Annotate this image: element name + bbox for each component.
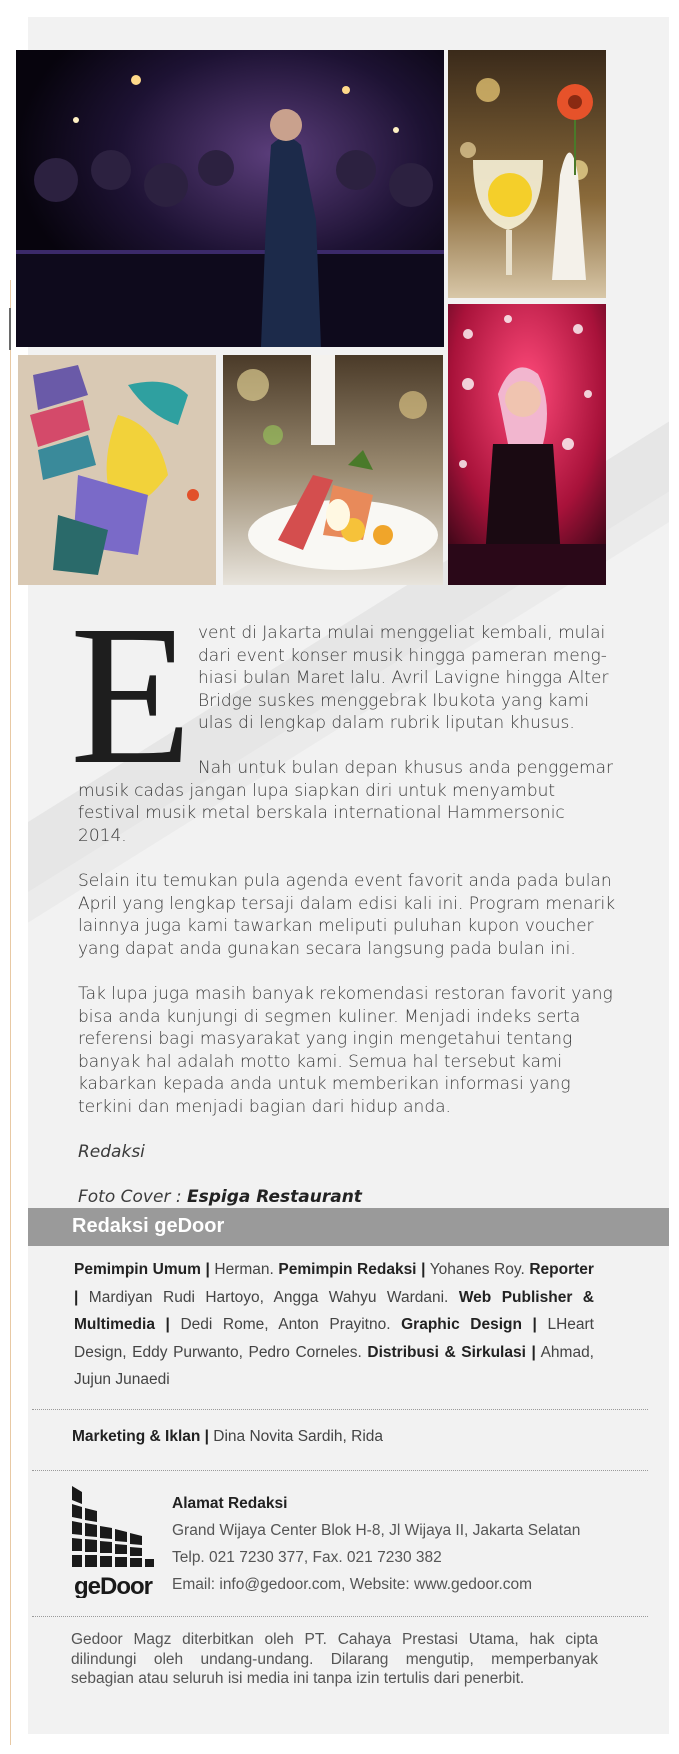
gedoor-logo	[70, 1486, 156, 1598]
margin-tick	[9, 308, 11, 350]
cover-label: Foto Cover :	[78, 1187, 187, 1208]
staff-names: Mardiyan Rudi Hartoyo, Angga Wahyu Wardani.	[78, 1288, 459, 1306]
photo-cocktail-glass	[448, 50, 606, 298]
address-title: Alamat Redaksi	[172, 1495, 288, 1512]
cover-name: Espiga Restaurant	[186, 1187, 362, 1208]
photo-tuna-dish	[223, 355, 443, 585]
paragraph: Tak lupa juga masih banyak rekomendasi restoran favorit yang bisa anda kunjungi di segmen kuliner. Menjadi indeks serta referensi bagi masyarakat yang ingin mengetahui tentang banyak hal adalah motto kami. Semua hal tersebut kami kabarkan kepada anda untuk memberikan informasi yang terkini dan menjadi bagian dari hidup anda.	[78, 983, 613, 1117]
staff-role: Pemimpin Redaksi |	[278, 1261, 426, 1278]
marketing-role: Marketing & Iklan |	[72, 1428, 209, 1445]
staff-names: Herman.	[209, 1261, 279, 1278]
masthead-title: Redaksi geDoor	[72, 1215, 225, 1237]
photo-singer-stage	[448, 304, 606, 585]
photo-concert-orchestra	[16, 50, 444, 347]
marketing-line	[72, 1428, 383, 1446]
paragraph: Selain itu temukan pula agenda event favorit anda pada bulan April yang lengkap tersaji dalam edisi kali ini. Program menarik lainnya juga kami tawarkan meliputi puluhan kupon voucher yang dapat anda gunakan secara langsung pada bulan ini.	[78, 870, 616, 959]
staff-names: Yohanes Roy.	[425, 1261, 530, 1278]
staff-names: Ahmad, Jujun Junaedi	[74, 1343, 594, 1388]
staff-role: Pemimpin Umum |	[74, 1261, 210, 1278]
margin-line	[10, 280, 11, 1745]
svg-text:geDoor: geDoor	[74, 1573, 152, 1598]
copyright-notice: Gedoor Magz diterbitkan oleh PT. Cahaya Prestasi Utama, hak cipta dilindungi oleh undang-undang. Dilarang mengutip, memperbanyak sebagian atau seluruh isi media ini tanpa izin tertulis dari penerbit.	[71, 1631, 598, 1687]
address-block	[172, 1490, 580, 1598]
phone-line: Telp. 021 7230 377, Fax. 021 7230 382	[172, 1549, 442, 1566]
photo-painting	[18, 355, 216, 585]
staff-names: LHeart Design, Eddy Purwanto, Pedro Corneles.	[74, 1316, 594, 1361]
staff-role: Web Publisher & Multimedia |	[74, 1288, 594, 1333]
editorial-body	[78, 622, 618, 1209]
signature: Redaksi	[78, 1142, 145, 1163]
staff-role: Graphic Design |	[401, 1316, 537, 1333]
staff-names: Dedi Rome, Anton Prayitno.	[169, 1316, 402, 1333]
address-line: Grand Wijaya Center Blok H-8, Jl Wijaya II, Jakarta Selatan	[172, 1522, 581, 1539]
svg-text:E: E	[69, 622, 193, 770]
cover-credit	[78, 1186, 618, 1209]
staff-list	[74, 1256, 594, 1394]
staff-role: Reporter |	[74, 1261, 594, 1306]
dotted-divider	[32, 1616, 648, 1617]
staff-role: Distribusi & Sirkulasi |	[367, 1343, 536, 1361]
paragraph: vent di Jakarta mulai menggeliat kembali, mulai dari event konser musik hingga pameran meng-hiasi bulan Maret lalu. Avril Lavigne hingga Alter Bridge suskes menggebrak Ibukota yang kami ulas di lengkap dalam rubrik liputan khusus.	[198, 623, 609, 734]
contact-line: Email: info@gedoor.com, Website: www.gedoor.com	[172, 1576, 533, 1593]
paragraph: Nah untuk bulan depan khusus anda penggemar musik cadas jangan lupa siapkan diri untuk menyambut festival musik metal berskala international Hammersonic 2014.	[78, 757, 614, 846]
dotted-divider	[32, 1409, 648, 1410]
masthead-header	[28, 1208, 669, 1246]
dotted-divider	[32, 1470, 648, 1471]
marketing-names: Dina Novita Sardih, Rida	[208, 1428, 384, 1445]
